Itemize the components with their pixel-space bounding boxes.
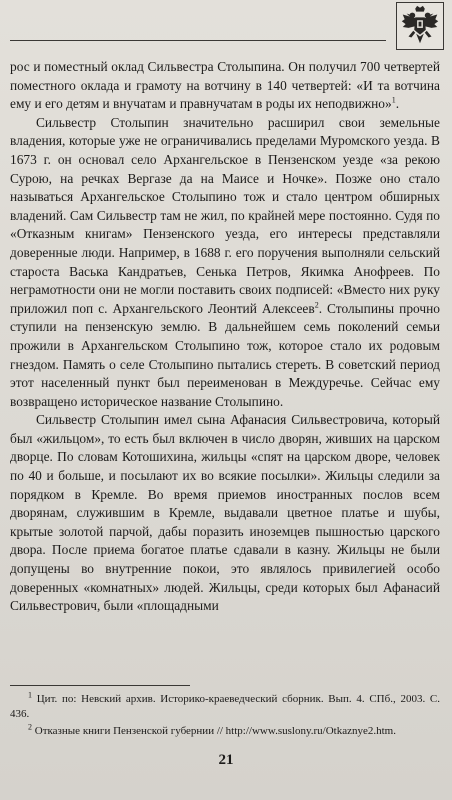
footnote-mark: 2 (28, 722, 32, 732)
text-segment: Сильвестр Столыпин значительно расширил свои земельные владения, которые уже не ограничивались пределами Муромского уезда. В 1673 г. он основал село Архангельское в Пензенском уезде «за рекою Сурою, на речках Вергазе да на Маисе и Ночке». Позже оно стало называться Архангельское Столыпино тож и стало центром обширных владений. Сам Сильвестр там не жил, по крайней мере постоянно. Судя по «Отказным книгам» Пензенского уезда, его интересы представляли доверенные люди. Например, в 1688 г. его поручения выполняли сельский староста Васька Кандратьев, Сенька Петров, Якимка Анофреев. По неграмотности они не могли поставить своих подписей: «Вместо них руку приложил поп с. Архангельского Леонтий Алексеев (10, 114, 440, 316)
footnote (10, 692, 440, 721)
text-segment: . Столыпины прочно ступили на пензенскую землю. В дальнейшем семь поколений семьи прожили в Архангельском Столыпино тож, которое стало их родовым гнездом. Память о селе Столыпино пытались стереть. В советский период этот населенный пункт был переименован в Междуречье. Сейчас ему возвращено историческое название Столыпино. (10, 300, 440, 409)
footnote-mark: 1 (28, 690, 32, 700)
double-headed-eagle-icon (396, 2, 444, 50)
header-rule (10, 40, 386, 41)
paragraph (10, 114, 440, 412)
text-segment: Сильвестр Столыпин имел сына Афанасия Сильвестровича, который был «жильцом», то есть был включен в число дворян, живших на царском дворце. По словам Котошихина, жильцы «спят на царском дворе, человек по 40 и больше, и посылают их во всякие посылки». Жильцы следили за порядком в Кремле. Во время приемов иностранных послов всем дворянам, служившим в Кремле, выдавали цветное платье и шубы, крытые золотой парчой, дабы поразить иноземцев пышностью царского двора. После приема богатое платье сдавали в казну. Жильцы не были допущены во внутренние покои, это являлось привилегией особо доверенных «комнатных» людей. Жильцы, среди которых был Афанасий Сильвестрович, были «площадными (10, 412, 440, 614)
footnotes (10, 692, 440, 739)
footnote-ref: 1 (391, 95, 396, 105)
footnote-rule (10, 685, 190, 686)
footnote-ref: 2 (314, 300, 319, 310)
paragraph (10, 58, 440, 114)
footnote (10, 724, 440, 739)
text-segment: . (395, 96, 400, 112)
text-segment: рос и поместный оклад Сильвестра Столыпина. Он получил 700 четвертей поместного оклада и грамоту на вотчину в 140 четвертей: «И та вотчина ему и его детям и внучатам и правнучатам в роды их неподвижно» (10, 59, 440, 112)
main-text (10, 58, 440, 616)
page-number: 21 (218, 752, 234, 768)
footnote-text: Цит. по: Невский архив. Историко-краеведческий сборник. Вып. 4. СПб., 2003. С. 436. (10, 693, 441, 720)
footnote-text: Отказные книги Пензенской губернии // http://www.suslony.ru/Otkaznye2.htm. (34, 725, 396, 737)
paragraph (10, 411, 440, 616)
